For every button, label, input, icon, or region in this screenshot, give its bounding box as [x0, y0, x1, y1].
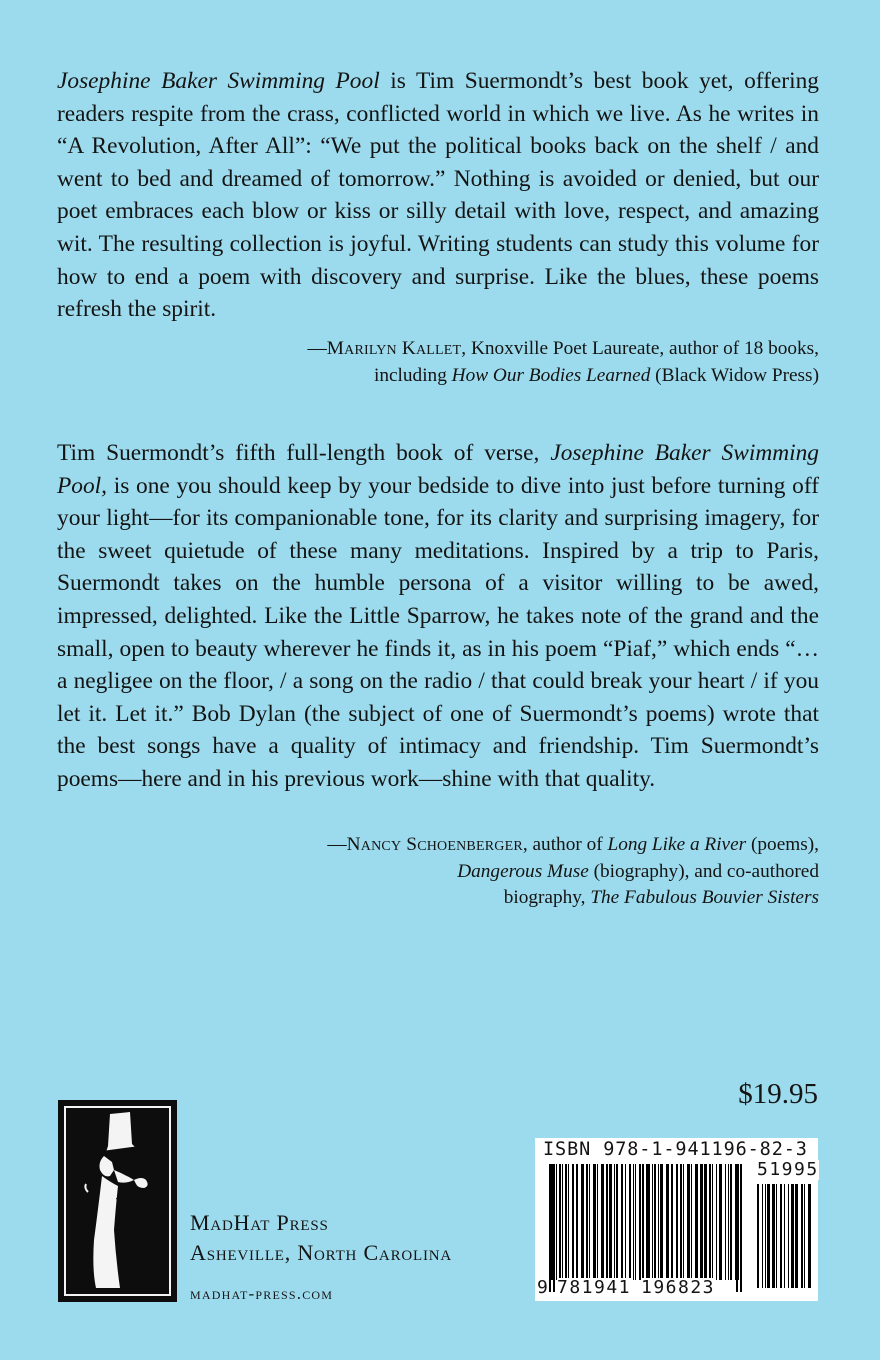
- isbn-barcode: [535, 1138, 818, 1301]
- reviewer-name: Nancy Schoenberger: [346, 834, 523, 855]
- publisher-name: MadHat Press: [190, 1210, 329, 1235]
- reviewer-name: Marilyn Kallet: [326, 338, 462, 359]
- barcode-digit-lead: 9: [537, 1277, 550, 1298]
- book-title: Josephine Baker Swimming Pool,: [57, 440, 819, 499]
- blurb-body: is Tim Suermondt’s best book yet, offering readers respite from the crass, conflicted world in which we live. As he writes in “A Revolution, After All”: “We put the political books back on the shelf / and went to bed and dreamed of tomorrow.” Nothing is avoided or denied, but our poet embraces each blow or kiss or silly detail with love, respect, and amazing wit. The resulting collection is joyful. Writing students can study this volume for how to end a poem with discovery and surprise. Like the blues, these poems refresh the spirit.: [57, 68, 819, 323]
- attribution-nancy-schoenberger: —Nancy Schoenberger, author of Long Like a River (poems), Dangerous Muse (biography), and co-authored biography, The Fabulous Bouvier Sisters: [327, 834, 819, 908]
- book-title: Josephine Baker Swimming Pool: [57, 68, 380, 94]
- blurb-nancy-schoenberger: Tim Suermondt’s fifth full-length book of verse, Josephine Baker Swimming Pool, is one you should keep by your bedside to dive into just before turning off your light—for its companionable tone, for its clarity and surprising imagery, for the sweet quietude of these many meditations. Inspired by a trip to Paris, Suermondt takes on the humble persona of a visitor willing to be awed, impressed, delighted. Like the Little Sparrow, he takes note of the grand and the small, open to beauty wherever he finds it, as in his poem “Piaf,” which ends “… a negligee on the floor, / a song on the radio / that could break your heart / if you let it. Let it.” Bob Dylan (the subject of one of Suermondt’s poems) wrote that the best songs have a quality of intimacy and friendship. Tim Suermondt’s poems—here and in his previous work—shine with that quality.: [57, 440, 819, 792]
- barcode-digits-right: 196823: [641, 1277, 716, 1298]
- publisher-website: madhat-press.com: [190, 1284, 334, 1303]
- blurb-body: is one you should keep by your bedside to dive into just before turning off your light—for its companionable tone, for its clarity and surprising imagery, for the sweet quietude of these many meditations. Inspired by a trip to Paris, Suermondt takes on the humble persona of a visitor willing to be awed, impressed, delighted. Like the Little Sparrow, he takes note of the grand and the small, open to beauty wherever he finds it, as in his poem “Piaf,” which ends “… a negligee on the floor, / a song on the radio / that could break your heart / if you let it. Let it.” Bob Dylan (the subject of one of Suermondt’s poems) wrote that the best songs have a quality of intimacy and friendship. Tim Suermondt’s poems—here and in his previous work—shine with that quality.: [57, 472, 819, 792]
- reviewer-book: Long Like a River: [607, 834, 747, 855]
- barcode-digits-left: 781941: [557, 1277, 632, 1298]
- reviewer-book: Dangerous Muse: [457, 860, 589, 882]
- reviewer-book: How Our Bodies Learned: [451, 364, 651, 386]
- reviewer-book: The Fabulous Bouvier Sisters: [590, 887, 819, 908]
- blurb-marilyn-kallet: [57, 65, 819, 326]
- price-code: 51995: [757, 1159, 819, 1180]
- madhat-logo-icon: [58, 1100, 177, 1302]
- publisher-location: Asheville, North Carolina: [190, 1240, 453, 1265]
- isbn-number: ISBN 978-1-941196-82-3: [543, 1139, 808, 1160]
- price-label: $19.95: [738, 1078, 818, 1110]
- attribution-marilyn-kallet: —Marilyn Kallet, Knoxville Poet Laureate, author of 18 books, including How Our Bodies Learned (Black Widow Press): [307, 338, 819, 386]
